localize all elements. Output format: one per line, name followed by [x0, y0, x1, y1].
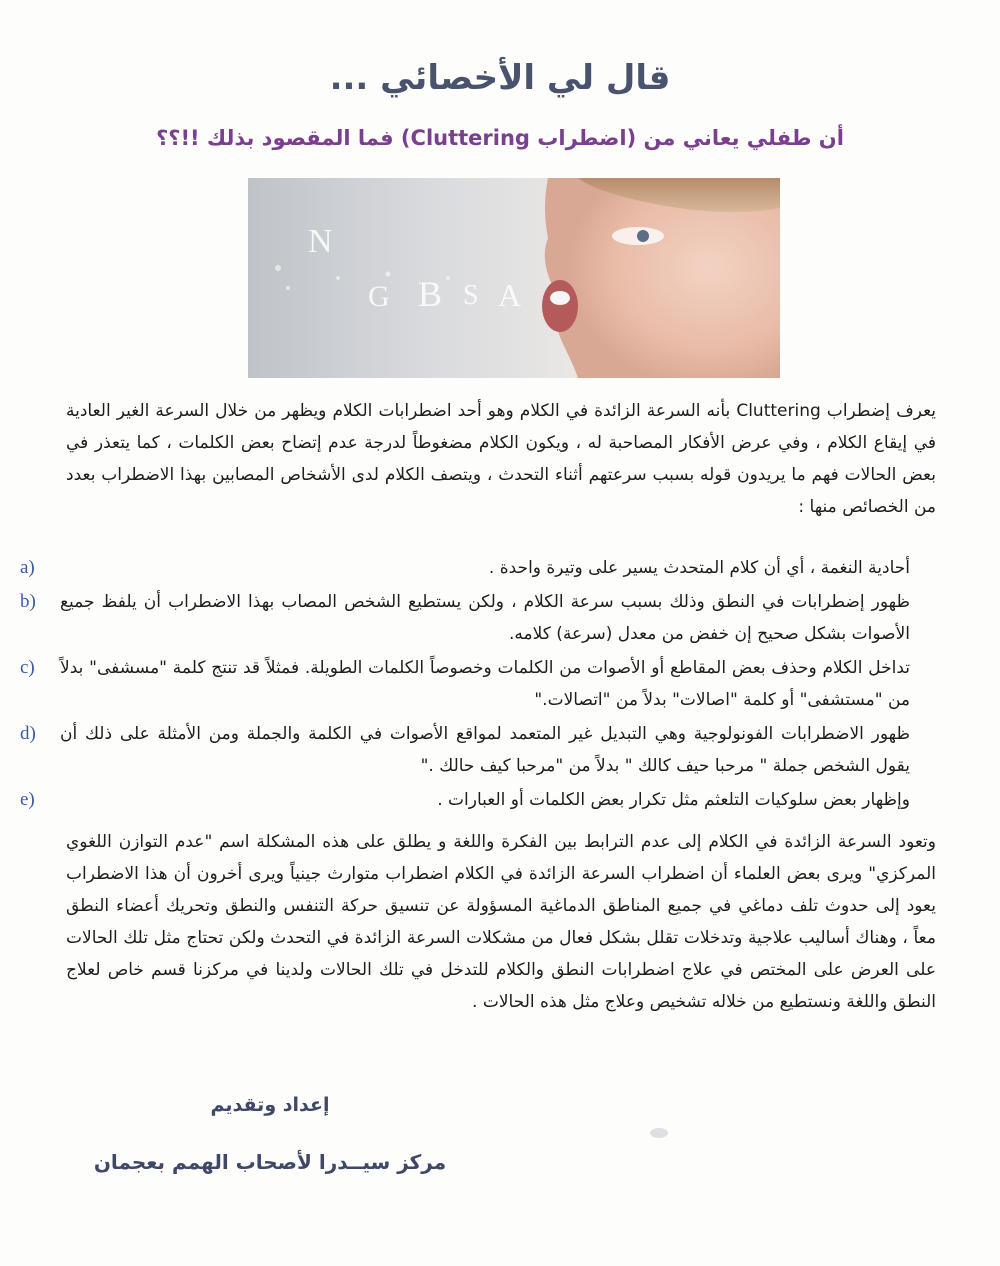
child-speaking-photo — [248, 178, 780, 378]
list-marker: d) — [20, 723, 36, 744]
closing-section — [66, 826, 936, 1018]
center-name: مركز سيــدرا لأصحاب الهمم بعجمان — [93, 1150, 447, 1174]
list-item — [20, 784, 910, 816]
list-item — [20, 552, 910, 584]
list-item-text: ظهور إضطرابات في النطق وذلك بسبب سرعة الكلام ، ولكن يستطيع الشخص المصاب بهذا الاضطراب أن يلفظ جميع الأصوات بشكل صحيح إن خفض من معدل (سرعة) كلامه. — [60, 592, 910, 644]
list-item-text: أحادية النغمة ، أي أن كلام المتحدث يسير على وتيرة واحدة . — [488, 558, 910, 578]
list-item-text: ظهور الاضطرابات الفونولوجية وهي التبديل غير المتعمد لمواقع الأصوات في الكلمة والجملة ومن الأمثلة على ذلك أن يقول الشخص جملة " مرحبا حيف كالك " بدلاً من "مرحبا كيف حالك ." — [60, 724, 910, 776]
photo-letter-a: A — [498, 277, 522, 313]
teeth — [550, 291, 570, 305]
prepared-by-label: إعداد وتقديم — [210, 1094, 330, 1116]
list-item — [20, 718, 910, 782]
features-list — [20, 552, 910, 818]
scan-smudge — [650, 1128, 668, 1138]
page-title: قال لي الأخصائي ... — [329, 58, 671, 98]
photo-letter-g: G — [368, 280, 390, 313]
photo-letter-b: B — [418, 274, 443, 314]
photo-illustration — [248, 178, 780, 378]
list-item-text: وإظهار بعض سلوكيات التلعثم مثل تكرار بعض الكلمات أو العبارات . — [437, 790, 910, 810]
open-mouth — [542, 280, 578, 332]
intro-paragraph: يعرف إضطراب Cluttering بأنه السرعة الزائدة في الكلام وهو أحد اضطرابات الكلام ويظهر من خلال السرعة الغير العادية في إيقاع الكلام ، وفي عرض الأفكار المصاحبة له ، ويكون الكلام مضغوطاً لدرجة عدم إتضاح بعض الكلمات ، كما يتعذر في بعض الحالات فهم ما يريدون قوله بسبب سرعتهم أثناء التحدث ، ويتصف الكلام لدى الأشخاص المصابين بهذا الاضطراب بعدد من الخصائص منها : — [66, 401, 936, 517]
list-item — [20, 652, 910, 716]
list-item-text: تداخل الكلام وحذف بعض المقاطع أو الأصوات من الكلمات وخصوصاً الكلمات الطويلة. فمثلاً قد تنتج كلمة "مسشفى" بدلاً من "مستشفى" أو كلمة "اصالات" بدلاً من "اتصالات." — [60, 658, 910, 710]
list-item — [20, 586, 910, 650]
list-marker: a) — [20, 557, 35, 578]
closing-paragraph: وتعود السرعة الزائدة في الكلام إلى عدم الترابط بين الفكرة واللغة و يطلق على هذه المشكلة اسم "عدم التوازن اللغوي المركزي" ويرى بعض العلماء أن اضطراب السرعة الزائدة في الكلام اضطراب متوارث جينياً ويرى أخرون أن هذا الاضطراب يعود إلى حدوث تلف دماغي في جميع المناطق الدماغية المسؤولة عن تنسيق حركة التنفس والنطق وتحريك أعضاء النطق معاً ، وهناك أساليب علاجية وتدخلات تقلل بشكل فعال من مشكلات السرعة الزائدة في التحدث ولكن تحتاج مثل تلك الحالات على العرض على المختص في علاج اضطرابات النطق والكلام للتدخل في تلك الحالات ولدينا في مركزنا قسم خاص لعلاج النطق واللغة ونستطيع من خلاله تشخيص وعلاج مثل هذه الحالات . — [66, 832, 936, 1012]
intro-section — [66, 395, 936, 523]
eye-iris — [637, 230, 649, 242]
page-subtitle: أن طفلي يعاني من (اضطراب Cluttering) فما المقصود بذلك !!؟؟ — [156, 126, 844, 150]
list-marker: b) — [20, 591, 36, 612]
list-marker: c) — [20, 657, 35, 678]
list-marker: e) — [20, 789, 35, 810]
photo-letter-n: N — [308, 223, 333, 260]
photo-letter-s: S — [463, 280, 479, 311]
